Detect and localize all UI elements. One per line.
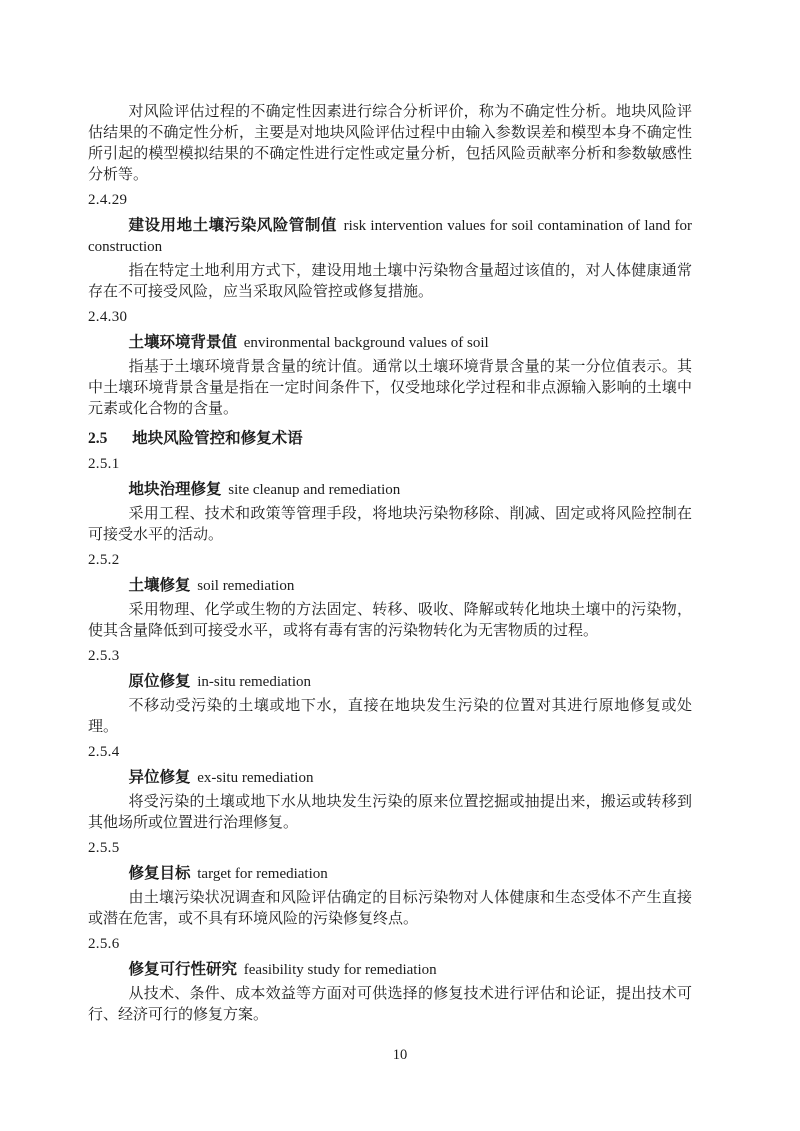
term-line [88, 671, 692, 693]
term-definition: 采用工程、技术和政策等管理手段，将地块污染物移除、削减、固定或将风险控制在可接受水平的活动。 [88, 506, 692, 543]
entry-number: 2.5.2 [88, 552, 120, 568]
term-english: soil remediation [197, 578, 295, 594]
page-number: 10 [392, 1047, 408, 1063]
term-chinese: 原位修复 [128, 673, 191, 690]
term-line [88, 575, 692, 597]
term-chinese: 地块治理修复 [128, 481, 222, 498]
term-definition: 由土壤污染状况调查和风险评估确定的目标污染物对人体健康和生态受体不产生直接或潜在危害，或不具有环境风险的污染修复终点。 [88, 890, 692, 927]
term-entry-2-5-3 [88, 646, 692, 738]
entry-number: 2.5.3 [88, 648, 120, 664]
term-line [88, 767, 692, 789]
term-entry-2-5-4 [88, 742, 692, 834]
term-english: target for remediation [197, 866, 328, 882]
term-english: environmental background values of soil [243, 335, 489, 351]
term-entry-2-5-6 [88, 934, 692, 1026]
entry-number: 2.5.5 [88, 840, 120, 856]
term-entry-2-5-5 [88, 838, 692, 930]
term-english: in-situ remediation [197, 674, 311, 690]
section-heading [88, 428, 692, 449]
term-entry-2-4-29 [88, 190, 692, 303]
term-definition: 指在特定土地利用方式下，建设用地土壤中污染物含量超过该值的，对人体健康通常存在不可接受风险，应当采取风险管控或修复措施。 [88, 263, 692, 300]
term-english: site cleanup and remediation [228, 482, 401, 498]
term-chinese: 建设用地土壤污染风险管制值 [128, 217, 337, 234]
entry-number: 2.4.29 [88, 192, 128, 208]
continued-definition-paragraph: 对风险评估过程的不确定性因素进行综合分析评价，称为不确定性分析。地块风险评估结果的不确定性分析，主要是对地块风险评估过程中由输入参数误差和模型本身不确定性所引起的模型模拟结果的不确定性进行定性或定量分析，包括风险贡献率分析和参数敏感性分析等。 [88, 104, 692, 183]
term-english: risk intervention values for soil contamination of land for construction [88, 218, 692, 255]
term-chinese: 土壤修复 [128, 577, 191, 594]
term-definition: 将受污染的土壤或地下水从地块发生污染的原来位置挖掘或抽提出来，搬运或转移到其他场所或位置进行治理修复。 [88, 794, 692, 831]
term-line [88, 479, 692, 501]
term-line [88, 215, 692, 258]
term-line [88, 863, 692, 885]
term-definition: 采用物理、化学或生物的方法固定、转移、吸收、降解或转化地块土壤中的污染物，使其含量降低到可接受水平，或将有毒有害的污染物转化为无害物质的过程。 [88, 602, 692, 639]
section-heading-title: 地块风险管控和修复术语 [132, 430, 303, 447]
term-line [88, 332, 692, 354]
term-chinese: 修复目标 [128, 865, 191, 882]
term-chinese: 修复可行性研究 [128, 961, 238, 978]
entry-number: 2.5.1 [88, 456, 120, 472]
entry-number: 2.5.6 [88, 936, 120, 952]
term-chinese: 土壤环境背景值 [128, 334, 238, 351]
term-english: feasibility study for remediation [243, 962, 437, 978]
term-english: ex-situ remediation [197, 770, 314, 786]
term-entry-2-5-2 [88, 550, 692, 642]
term-entry-2-5-1 [88, 454, 692, 546]
term-definition: 指基于土壤环境背景含量的统计值。通常以土壤环境背景含量的某一分位值表示。其中土壤环境背景含量是指在一定时间条件下，仅受地球化学过程和非点源输入影响的土壤中元素或化合物的含量。 [88, 359, 692, 417]
term-definition: 从技术、条件、成本效益等方面对可供选择的修复技术进行评估和论证，提出技术可行、经济可行的修复方案。 [88, 986, 692, 1023]
entry-number: 2.4.30 [88, 309, 128, 325]
section-heading-number: 2.5 [88, 430, 108, 447]
term-chinese: 异位修复 [128, 769, 191, 786]
term-line [88, 959, 692, 981]
term-entry-2-4-30 [88, 307, 692, 420]
entry-number: 2.5.4 [88, 744, 120, 760]
term-definition: 不移动受污染的土壤或地下水，直接在地块发生污染的位置对其进行原地修复或处理。 [88, 698, 692, 735]
